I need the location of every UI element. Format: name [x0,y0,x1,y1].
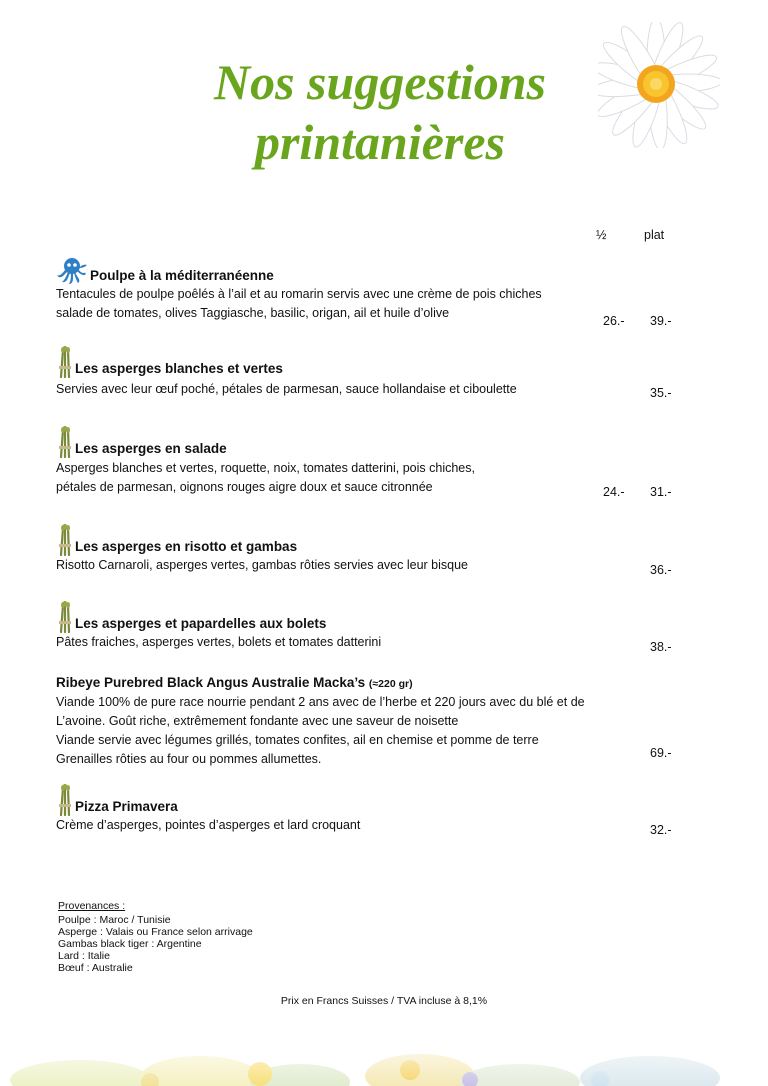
item-title: Ribeye Purebred Black Angus Australie Macka’s [56,675,366,690]
price-plat: 38.- [650,640,672,654]
menu-item-asperges-risotto [56,524,676,575]
price-plat: 36.- [650,563,672,577]
menu-item-pizza-primavera [56,784,676,835]
provenances-heading: Provenances : [58,900,126,912]
item-description-line: Viande servie avec légumes grillés, tomates confites, ail en chemise et pomme de terre [56,733,539,747]
menu-item-ribeye [56,674,676,769]
title-line-2: printanières [254,114,506,170]
column-half-header: ½ [596,228,607,242]
column-plat-header: plat [644,228,665,242]
item-description-line: Pâtes fraiches, asperges vertes, bolets et tomates datterini [56,635,382,649]
menu-title [150,52,610,172]
item-description-line: Servies avec leur œuf poché, pétales de parmesan, sauce hollandaise et ciboulette [56,382,517,396]
asparagus-icon [56,784,74,816]
price-plat: 69.- [650,746,672,760]
daisy-icon [598,22,720,148]
item-title: Pizza Primavera [75,799,178,814]
provenance-line: Bœuf : Australie [58,962,133,974]
item-title: Les asperges blanches et vertes [75,361,283,376]
asparagus-icon [56,426,74,458]
flower-border-decoration [0,1030,768,1086]
menu-item-asperges-salade [56,426,676,497]
octopus-icon [56,257,88,285]
provenance-line: Poulpe : Maroc / Tunisie [58,914,171,926]
provenance-line: Asperge : Valais ou France selon arrivage [58,926,253,938]
provenance-line: Lard : Italie [58,950,110,962]
provenance-line: Gambas black tiger : Argentine [58,938,202,950]
menu-item-poulpe [56,257,676,328]
item-title: Les asperges en salade [75,441,227,456]
item-description-line: Viande 100% de pure race nourrie pendant 2 ans avec de l’herbe et 220 jours avec du blé et de [56,695,585,709]
price-plat: 32.- [650,823,672,837]
price-half: 24.- [603,485,625,499]
asparagus-icon [56,524,74,556]
provenances-block [58,900,253,974]
menu-item-asperges-blanches-vertes [56,346,676,399]
item-description-line: Grenailles rôties au four ou pommes allumettes. [56,752,322,766]
item-description-line: Tentacules de poulpe poêlés à l’ail et au romarin servis avec une crème de pois chiches [56,287,542,301]
title-line-1: Nos suggestions [213,54,547,110]
price-note: Prix en Francs Suisses / TVA incluse à 8,1% [280,995,488,1007]
item-description-line: salade de tomates, olives Taggiasche, basilic, origan, ail et huile d’olive [56,306,450,320]
asparagus-icon [56,601,74,633]
item-title: Les asperges et papardelles aux bolets [75,616,327,631]
menu-item-asperges-papardelles [56,601,676,652]
price-plat: 31.- [650,485,672,499]
price-plat: 39.- [650,314,672,328]
item-description-line: Crème d’asperges, pointes d’asperges et lard croquant [56,818,361,832]
asparagus-icon [56,346,74,378]
item-description-line: Risotto Carnaroli, asperges vertes, gambas rôties servies avec leur bisque [56,558,468,572]
item-description-line: pétales de parmesan, oignons rouges aigre doux et sauce citronnée [56,480,433,494]
price-plat: 35.- [650,386,672,400]
item-description-line: Asperges blanches et vertes, roquette, noix, tomates datterini, pois chiches, [56,461,475,475]
item-description-line: L’avoine. Goût riche, extrêmement fondante avec une saveur de noisette [56,714,459,728]
item-weight: (≈220 gr) [368,678,413,690]
item-title: Poulpe à la méditerranéenne [90,268,274,283]
item-title: Les asperges en risotto et gambas [75,539,298,554]
price-half: 26.- [603,314,625,328]
